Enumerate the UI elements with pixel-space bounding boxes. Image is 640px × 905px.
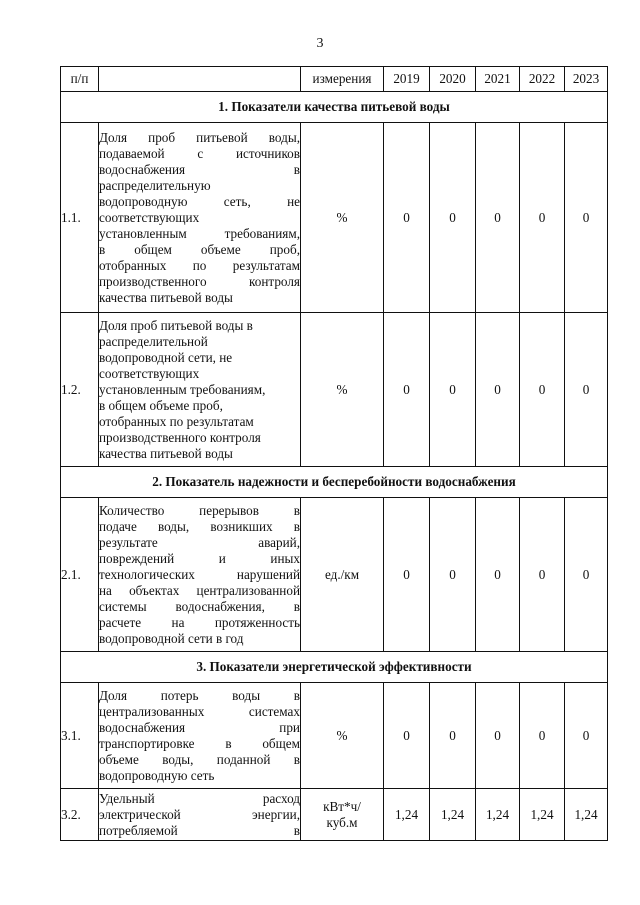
description-line: водопроводной сети, не [99,349,233,365]
row-value: 1,24 [565,789,608,841]
row-description [99,498,301,652]
description-line: водоснабжения при [99,719,300,735]
unit-line: куб.м [326,814,358,830]
row-unit: % [301,123,384,313]
row-value: 0 [384,683,430,789]
row-description [99,313,301,467]
row-unit: % [301,683,384,789]
section-row [61,92,608,123]
row-value: 0 [565,683,608,789]
description-line: производственного контроля [99,429,261,445]
description-line: в общем объеме проб, [99,397,223,413]
description-line: водоснабжения в [99,161,300,177]
row-number: 1.2. [61,313,99,467]
description-line: Доля проб питьевой воды, [99,129,300,145]
unit-line: кВт*ч/ [323,798,361,814]
table-row [61,123,608,313]
description-line: Доля потерь воды в [99,687,300,703]
row-value: 1,24 [520,789,565,841]
row-unit [301,789,384,841]
description-line: подаче воды, возникших в [99,518,300,534]
description-line: водопроводной сети в год [99,630,244,646]
row-value: 0 [430,683,476,789]
description-line: результате аварий, [99,534,300,550]
header-year: 2021 [476,67,520,92]
header-year: 2023 [565,67,608,92]
row-description [99,123,301,313]
table-row [61,498,608,652]
header-name [99,67,301,92]
section-title: 1. Показатели качества питьевой воды [61,92,608,123]
description-line: централизованных системах [99,703,300,719]
row-value: 0 [430,498,476,652]
description-line: соответствующих [99,209,200,225]
page-number: 3 [316,36,324,51]
description-line: Доля проб питьевой воды в [99,317,253,333]
description-line: качества питьевой воды [99,445,233,461]
row-value: 0 [520,498,565,652]
row-value: 0 [565,313,608,467]
row-value: 0 [476,313,520,467]
row-value: 0 [430,123,476,313]
row-value: 0 [430,313,476,467]
row-value: 0 [520,683,565,789]
table-row [61,313,608,467]
row-value: 0 [520,123,565,313]
description-line: Удельный расход [99,790,300,806]
row-value: 0 [565,498,608,652]
row-value: 1,24 [384,789,430,841]
indicators-table [60,66,608,841]
description-line: качества питьевой воды [99,289,233,305]
description-line: установленным требованиям, [99,225,300,241]
row-value: 0 [384,498,430,652]
description-line: технологических нарушений [99,566,300,582]
description-line: установленным требованиям, [99,381,266,397]
description-line: Количество перерывов в [99,502,300,518]
row-value: 0 [476,498,520,652]
row-number: 3.1. [61,683,99,789]
description-line: расчете на протяженность [99,614,300,630]
table-header-row [61,67,608,92]
row-value: 1,24 [476,789,520,841]
header-year: 2022 [520,67,565,92]
row-value: 0 [384,123,430,313]
description-line: потребляемой в [99,822,300,838]
row-description [99,683,301,789]
row-unit: ед./км [301,498,384,652]
row-description [99,789,301,841]
description-line: отобранных по результатам [99,413,254,429]
section-title: 2. Показатель надежности и бесперебойности водоснабжения [61,467,608,498]
row-value: 0 [384,313,430,467]
section-row [61,467,608,498]
row-value: 0 [476,683,520,789]
description-line: водопроводную сеть [99,767,215,783]
description-line: транспортировке в общем [99,735,300,751]
description-line: в общем объеме проб, [99,241,300,257]
header-num: п/п [61,67,99,92]
row-value: 1,24 [430,789,476,841]
section-row [61,652,608,683]
description-line: соответствующих [99,365,200,381]
row-number: 2.1. [61,498,99,652]
row-value: 0 [565,123,608,313]
description-line: распределительной [99,333,208,349]
table-row [61,683,608,789]
description-line: системы водоснабжения, в [99,598,300,614]
section-title: 3. Показатели энергетической эффективности [61,652,608,683]
description-line: объеме воды, поданной в [99,751,300,767]
header-year: 2019 [384,67,430,92]
description-line: распределительную [99,177,211,193]
description-line: водопроводную сеть, не [99,193,300,209]
row-unit: % [301,313,384,467]
description-line: электрической энергии, [99,806,300,822]
table-row [61,789,608,841]
description-line: на объектах централизованной [99,582,300,598]
description-line: подаваемой с источников [99,145,300,161]
header-unit: измерения [301,67,384,92]
row-number: 3.2. [61,789,99,841]
description-line: производственного контроля [99,273,300,289]
row-value: 0 [476,123,520,313]
row-value: 0 [520,313,565,467]
header-year: 2020 [430,67,476,92]
description-line: повреждений и иных [99,550,300,566]
description-line: отобранных по результатам [99,257,300,273]
row-number: 1.1. [61,123,99,313]
